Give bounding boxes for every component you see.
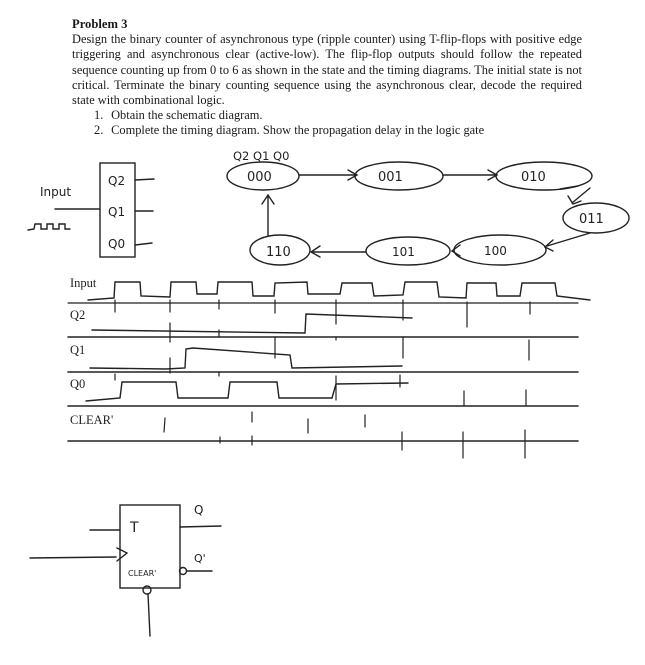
ff-clear-label: CLEAR' — [128, 569, 157, 578]
arrow-icon — [443, 170, 497, 180]
state-010: 010 — [521, 170, 546, 185]
q1-label: Q1 — [108, 205, 126, 219]
ff-q-bar-label: Q' — [194, 552, 206, 565]
arrow-icon — [262, 195, 274, 236]
q0-wire — [135, 243, 152, 245]
arrow-icon — [568, 188, 590, 204]
timing-label-input: Input — [70, 276, 97, 290]
state-000: 000 — [247, 170, 272, 185]
input-waveform — [88, 282, 590, 300]
timing-diagram-grid — [68, 303, 578, 441]
q2-label: Q2 — [108, 174, 126, 188]
q1-waveform — [90, 348, 402, 369]
ff-q-label: Q — [194, 503, 204, 517]
state-header: Q2 Q1 Q0 — [233, 149, 290, 163]
arrow-icon — [545, 233, 590, 251]
timing-label-q0: Q0 — [70, 377, 86, 391]
q2-waveform — [92, 314, 412, 333]
step-item: 1. Obtain the schematic diagram. — [94, 108, 263, 123]
counter-block-diagram — [28, 163, 154, 257]
state-101: 101 — [392, 245, 415, 259]
input-label: Input — [40, 185, 72, 199]
problem-description: Design the binary counter of asynchronous type (ripple counter) using T-flip-flops with positive edge triggering and asynchronous clear (active-low). The flip-flop outputs should follow the repeated sequence counting up from 0 to 6 as shown in the state and the timing diagrams. The initial state is not critical. Terminate the binary counting sequence using the asynchronous clear, decode the required state with combinational logic. — [72, 32, 582, 108]
step-item: 2. Complete the timing diagram. Show the propagation delay in the logic gate — [94, 123, 485, 138]
q2-wire — [135, 179, 154, 180]
clear-input-wire — [148, 594, 150, 636]
state-100: 100 — [484, 244, 507, 258]
edge-trigger-icon — [117, 548, 127, 561]
t-flip-flop-symbol — [30, 505, 221, 636]
clear-bubble-icon — [143, 586, 151, 594]
arrow-icon — [299, 170, 357, 180]
timing-label-q2: Q2 — [70, 308, 86, 322]
timing-label-q1: Q1 — [70, 343, 86, 357]
state-001: 001 — [378, 170, 403, 185]
timing-label-clear: CLEAR' — [70, 413, 114, 427]
q-output-wire — [180, 526, 221, 527]
state-011: 011 — [579, 212, 604, 227]
diagram-labels — [40, 149, 604, 578]
state-110: 110 — [266, 245, 291, 260]
ff-t-label: T — [130, 520, 139, 536]
problem-title: Problem 3 — [72, 17, 128, 31]
clock-squiggle-icon — [28, 224, 70, 230]
edge-tick-marks — [115, 300, 530, 458]
q0-waveform — [86, 382, 408, 401]
arrow-icon — [311, 246, 366, 257]
q0-label: Q0 — [108, 237, 126, 251]
clock-input-wire — [30, 557, 116, 558]
